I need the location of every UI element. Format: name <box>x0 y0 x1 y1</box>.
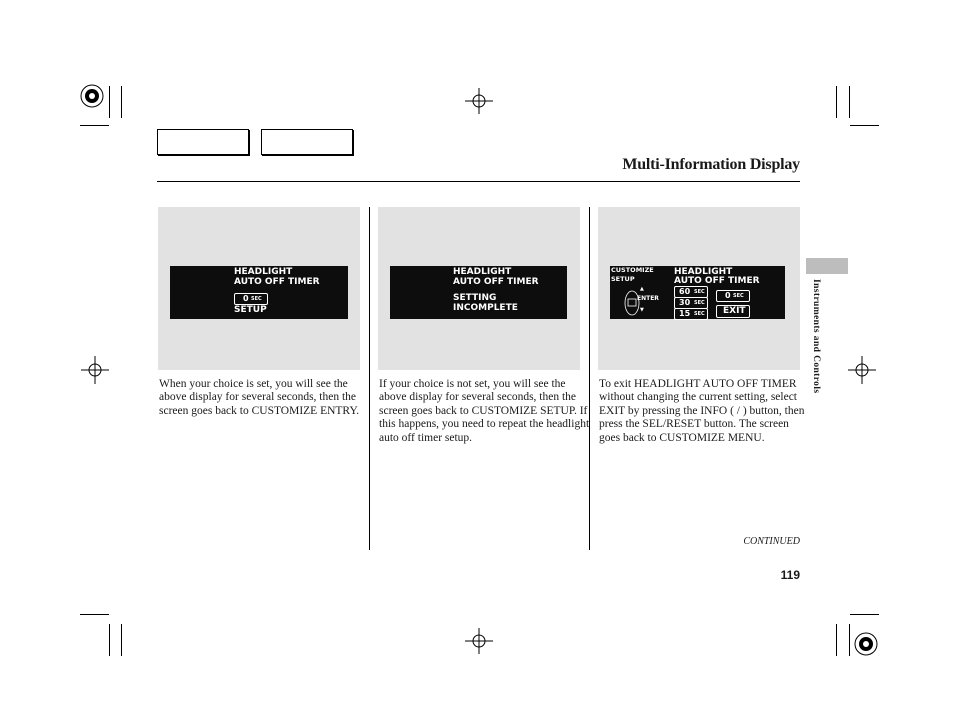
section-label: Instruments and Controls <box>811 279 821 394</box>
display-left-line: CUSTOMIZE <box>611 266 654 274</box>
nav-tab-index[interactable] <box>261 129 353 155</box>
display-enter: ENTER <box>637 295 659 302</box>
display-line: HEADLIGHT <box>453 267 512 277</box>
exit-label: EXIT <box>723 306 746 316</box>
display-line: HEADLIGHT <box>234 267 293 277</box>
display-line: SETTING <box>453 293 497 303</box>
display-screen-incomplete <box>390 266 567 319</box>
display-left-line: SETUP <box>611 275 635 283</box>
display-line: HEADLIGHT <box>674 267 733 277</box>
display-line: INCOMPLETE <box>453 303 518 313</box>
arrow-up-icon: ▲ <box>640 286 644 292</box>
option-unit: SEC <box>694 311 705 317</box>
option-value: 15 <box>679 309 691 318</box>
arrow-down-icon: ▼ <box>640 307 644 313</box>
option-unit: SEC <box>694 300 705 306</box>
display-line: AUTO OFF TIMER <box>453 277 539 287</box>
display-screen-options <box>610 266 785 319</box>
display-line: AUTO OFF TIMER <box>674 276 760 286</box>
exit-option[interactable] <box>716 305 750 318</box>
option-value: 30 <box>679 298 691 307</box>
display-panel-2 <box>378 207 580 370</box>
display-panel-1 <box>158 207 360 370</box>
display-line: AUTO OFF TIMER <box>234 277 320 287</box>
display-unit: SEC <box>251 296 262 302</box>
display-status: SETUP <box>234 305 267 315</box>
option-value: 0 <box>725 291 731 300</box>
continued-label: CONTINUED <box>743 536 800 547</box>
option-15[interactable] <box>674 308 708 320</box>
caption-panel-2: If your choice is not set, you will see the above display for several seconds, then the screen goes back to CUSTOMIZE SETUP. If this happens, you need to repeat the headlight auto off timer setup. <box>379 378 590 444</box>
section-thumb-tab[interactable] <box>806 258 848 274</box>
display-screen-set <box>170 266 348 319</box>
option-value: 60 <box>679 287 691 296</box>
option-unit: SEC <box>694 289 705 295</box>
display-value: 0 <box>243 294 249 303</box>
caption-panel-1: When your choice is set, you will see the above display for several seconds, then the screen goes back to CUSTOMIZE ENTRY. <box>159 378 360 417</box>
page-title: Multi-Information Display <box>622 156 800 173</box>
caption-panel-3: To exit HEADLIGHT AUTO OFF TIMER without changing the current setting, select EXIT by pressing the INFO ( / ) button, then press the SEL/RESET button. The screen goes back to CUSTOMIZE MENU. <box>599 378 805 444</box>
option-current[interactable] <box>716 290 750 302</box>
value-box <box>234 293 268 305</box>
selector-dial-icon <box>623 289 641 317</box>
page-number: 119 <box>780 568 800 582</box>
header-rule <box>157 181 800 182</box>
nav-tab-main-menu[interactable] <box>157 129 249 155</box>
display-panel-3 <box>598 207 800 370</box>
option-unit: SEC <box>733 293 744 299</box>
